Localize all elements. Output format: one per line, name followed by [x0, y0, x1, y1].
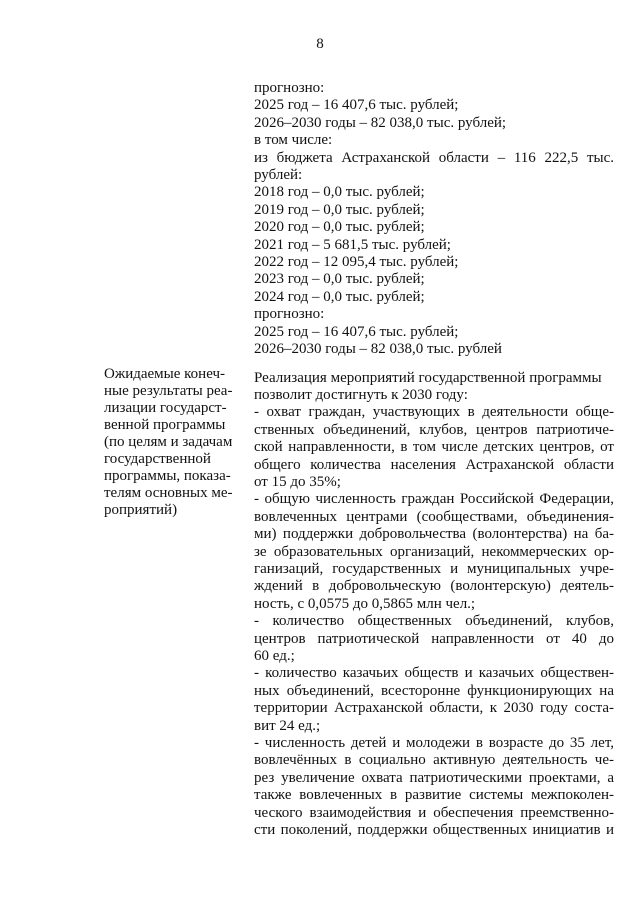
results-label-line: венной программы	[104, 417, 226, 433]
results-line: ческого взаимодействия и обеспечения преемственно-	[254, 804, 614, 821]
funding-line: 2026–2030 годы – 82 038,0 тыс. рублей	[254, 341, 502, 358]
funding-line: 2026–2030 годы – 82 038,0 тыс. рублей;	[254, 114, 507, 131]
funding-line: 2024 год – 0,0 тыс. рублей;	[254, 288, 425, 305]
results-line: вит 24 ед.;	[254, 717, 321, 734]
results-line: вовлеченных центрами (сообществами, объединения-	[254, 508, 614, 525]
results-label-line: (по целям и задачам	[104, 434, 233, 450]
results-line: общего количества населения Астраханской области	[254, 456, 614, 473]
regional-budget-line: из бюджета Астраханской области – 116 222,5 тыс.	[254, 149, 614, 166]
results-line: территории Астраханской области, к 2030 году соста-	[254, 700, 614, 717]
funding-line: 2020 год – 0,0 тыс. рублей;	[254, 219, 425, 236]
funding-top-lines	[254, 80, 614, 150]
results-line: Реализация мероприятий государственной программы	[254, 369, 602, 386]
results-line: центров патриотической направленности от 40 до	[254, 630, 614, 647]
results-line: вовлечённых в социально активную деятельность че-	[254, 752, 614, 769]
funding-line: 2021 год – 5 681,5 тыс. рублей;	[254, 236, 451, 253]
results-label-line: ные результаты реа-	[104, 383, 233, 399]
funding-line: прогнозно:	[254, 80, 325, 96]
funding-line: 2025 год – 16 407,6 тыс. рублей;	[254, 97, 459, 114]
funding-line: в том числе:	[254, 132, 333, 149]
results-line: ждений в добровольческую (волонтерскую) деятель-	[254, 578, 614, 595]
results-line: - количество общественных объединений, клубов,	[254, 613, 614, 630]
funding-line: 2019 год – 0,0 тыс. рублей;	[254, 201, 425, 218]
funding-rest-lines	[254, 167, 614, 358]
results-line: позволит достигнуть к 2030 году:	[254, 386, 468, 403]
results-label-line: государственной	[104, 451, 211, 467]
results-line: - охват граждан, участвующих в деятельности обще-	[254, 404, 614, 421]
results-line: ность, с 0,0575 до 0,5865 млн чел.;	[254, 595, 476, 612]
results-line: - общую численность граждан Российской Федерации,	[254, 491, 614, 508]
results-label-line: лизации государст-	[104, 400, 227, 416]
results-label-line: роприятий)	[104, 502, 178, 518]
results-line: ных объединений, всесторонне функционирующих на	[254, 682, 614, 699]
results-line: 60 ед.;	[254, 648, 295, 664]
funding-line: прогнозно:	[254, 306, 325, 323]
results-label-line: Ожидаемые конеч-	[104, 366, 226, 382]
results-line: сти поколений, поддержки общественных инициатив и	[254, 822, 614, 839]
expected-results-text	[254, 370, 614, 840]
funding-line: 2025 год – 16 407,6 тыс. рублей;	[254, 323, 459, 340]
results-line: от 15 до 35%;	[254, 473, 341, 490]
results-line: ской направленности, в том числе детских центров, от	[254, 439, 614, 456]
results-line: ми) поддержки добровольчества (волонтерства) на ба-	[254, 526, 614, 543]
results-line: рез увеличение охвата патриотическими проектами, а	[254, 769, 614, 786]
results-line: ственных объединений, клубов, центров патриотиче-	[254, 421, 614, 438]
funding-text-block	[254, 80, 614, 839]
page-number: 8	[316, 36, 324, 52]
results-line: - численность детей и молодежи в возрасте до 35 лет,	[254, 735, 614, 752]
results-line: - количество казачьих обществ и казачьих обществен-	[254, 665, 614, 682]
expected-results-label	[104, 366, 254, 519]
funding-line: 2018 год – 0,0 тыс. рублей;	[254, 184, 425, 201]
results-line: ганизаций, государственных и муниципальных учре-	[254, 560, 614, 577]
results-line: также вовлеченных в развитие системы межпоколен-	[254, 787, 614, 804]
results-line: зе образовательных организаций, некоммерческих ор-	[254, 543, 614, 560]
funding-line: 2023 год – 0,0 тыс. рублей;	[254, 271, 425, 288]
results-label-line: программы, показа-	[104, 468, 231, 484]
results-label-line: телям основных ме-	[104, 485, 233, 501]
funding-line: рублей:	[254, 167, 303, 184]
funding-line: 2022 год – 12 095,4 тыс. рублей;	[254, 254, 459, 271]
